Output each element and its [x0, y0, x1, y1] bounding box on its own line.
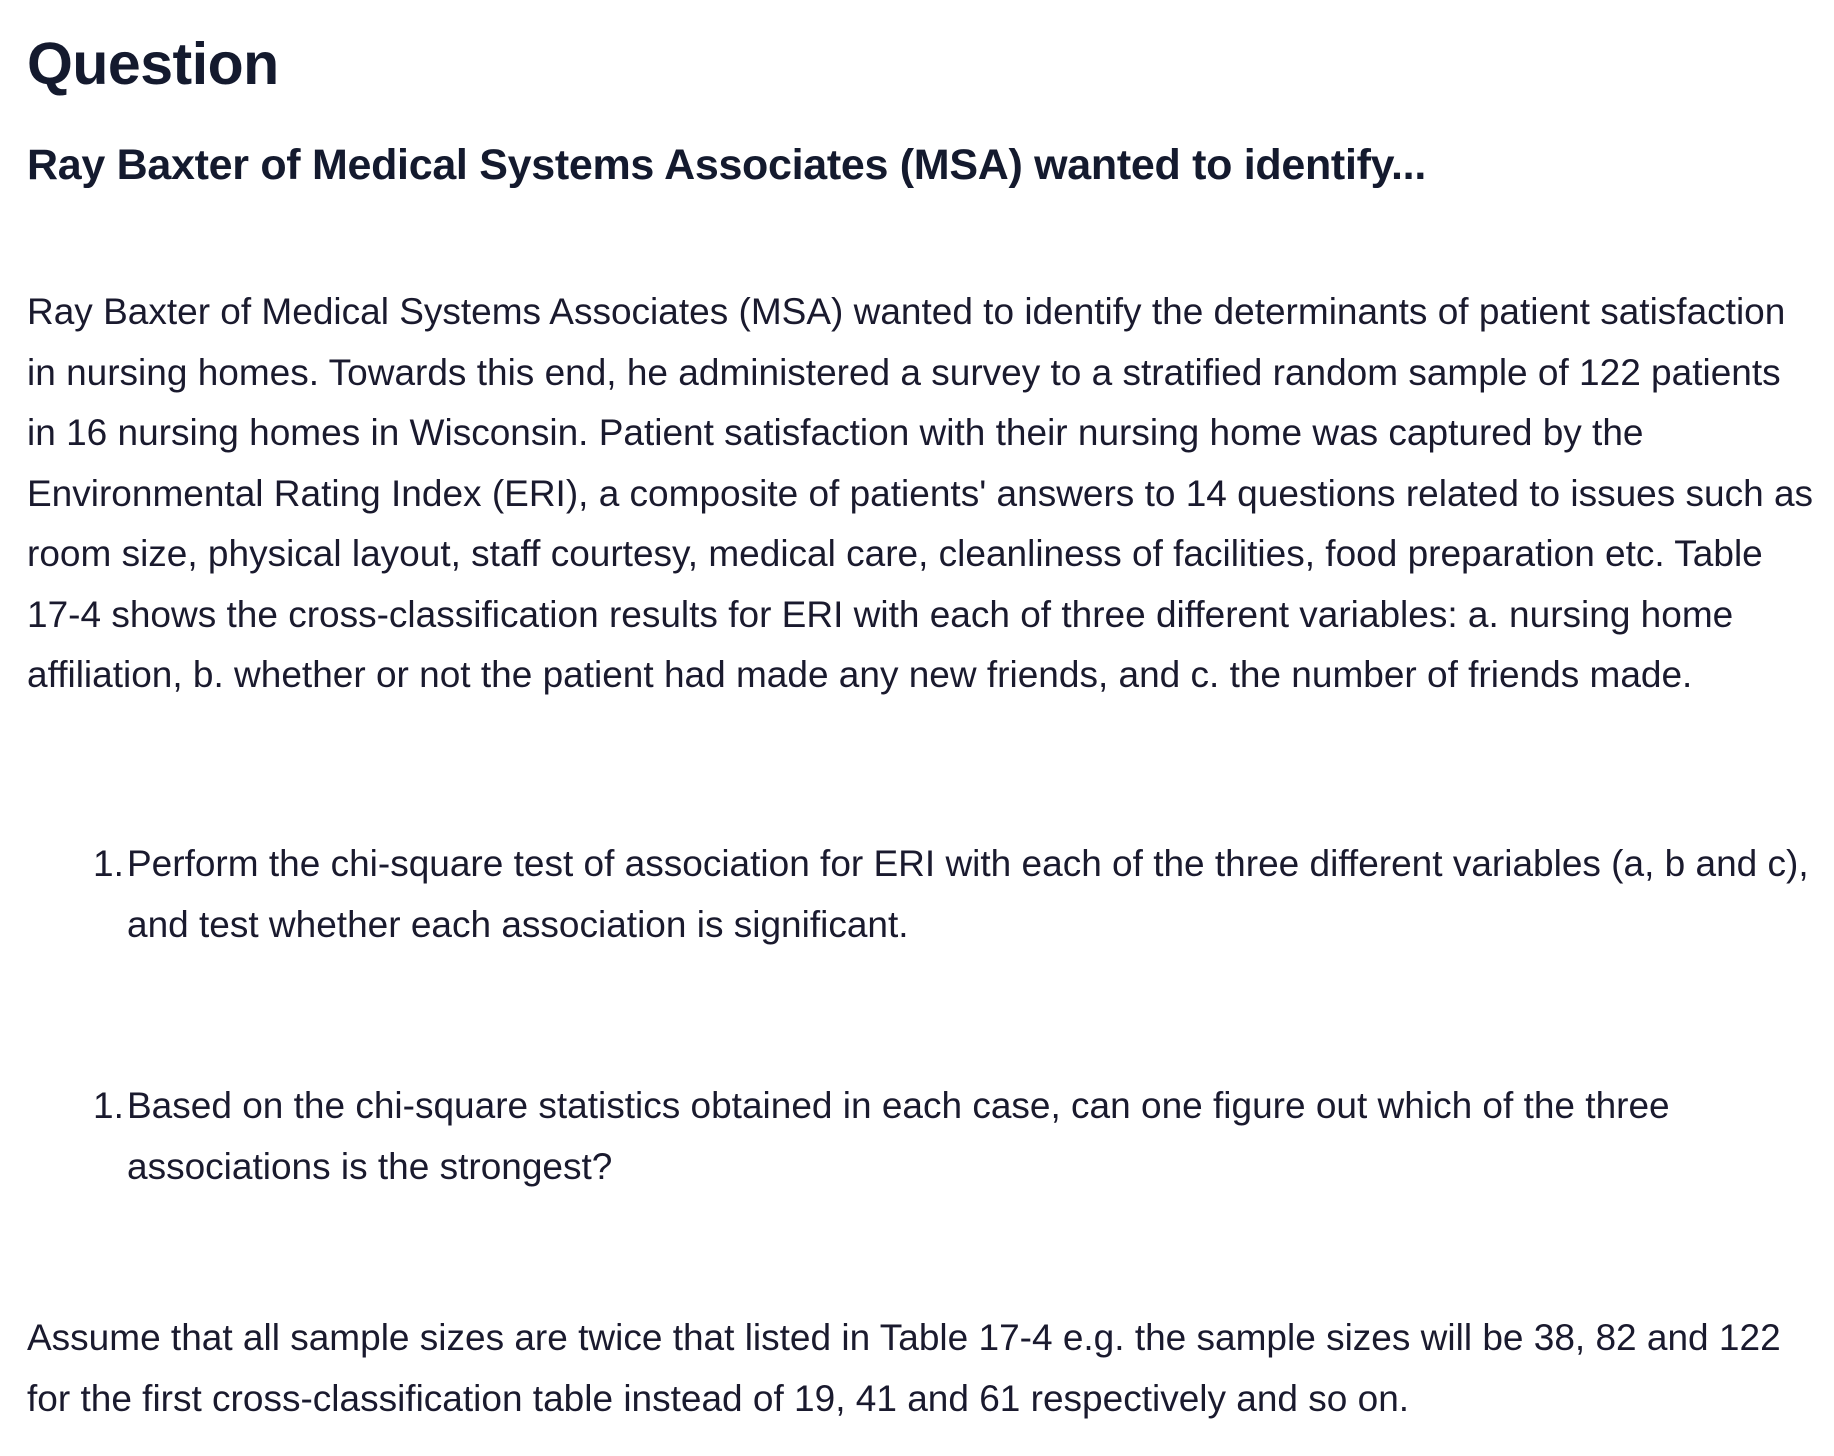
question-intro-paragraph: Ray Baxter of Medical Systems Associates (MSA) wanted to identify the determinants of patient satisfaction in nursing homes. Towards this end, he administered a survey to a stratified random sample of 122 patients in 16 nursing homes in Wisconsin. Patient satisfaction with their nursing home was captured by the Environmental Rating Index (ERI), a composite of patients' answers to 14 questions related to issues such as room size, physical layout, staff courtesy, medical care, cleanliness of facilities, food preparation etc. Table 17-4 shows the cross-classification results for ERI with each of three different variables: a. nursing home affiliation, b. whether or not the patient had made any new friends, and c. the number of friends made.: [27, 291, 1814, 695]
list-item: [93, 834, 1823, 955]
list-item-text: Perform the chi-square test of association for ERI with each of the three different variables (a, b and c), and test whether each association is significant.: [127, 843, 1809, 945]
list-item-number: 1.: [93, 1085, 124, 1126]
list-item: [93, 1076, 1823, 1197]
list-item-number: 1.: [93, 843, 124, 884]
page-title: Question: [27, 31, 279, 97]
question-list-second: [93, 1076, 1823, 1197]
list-item-text: Based on the chi-square statistics obtained in each case, can one figure out which of the three associations is the strongest?: [127, 1085, 1670, 1187]
question-list-first: [93, 834, 1823, 955]
question-closing-paragraph: Assume that all sample sizes are twice that listed in Table 17-4 e.g. the sample sizes will be 38, 82 and 122 for the first cross-classification table instead of 19, 41 and 61 respectively and so on.: [27, 1317, 1781, 1419]
question-subtitle: Ray Baxter of Medical Systems Associates (MSA) wanted to identify...: [27, 141, 1426, 189]
